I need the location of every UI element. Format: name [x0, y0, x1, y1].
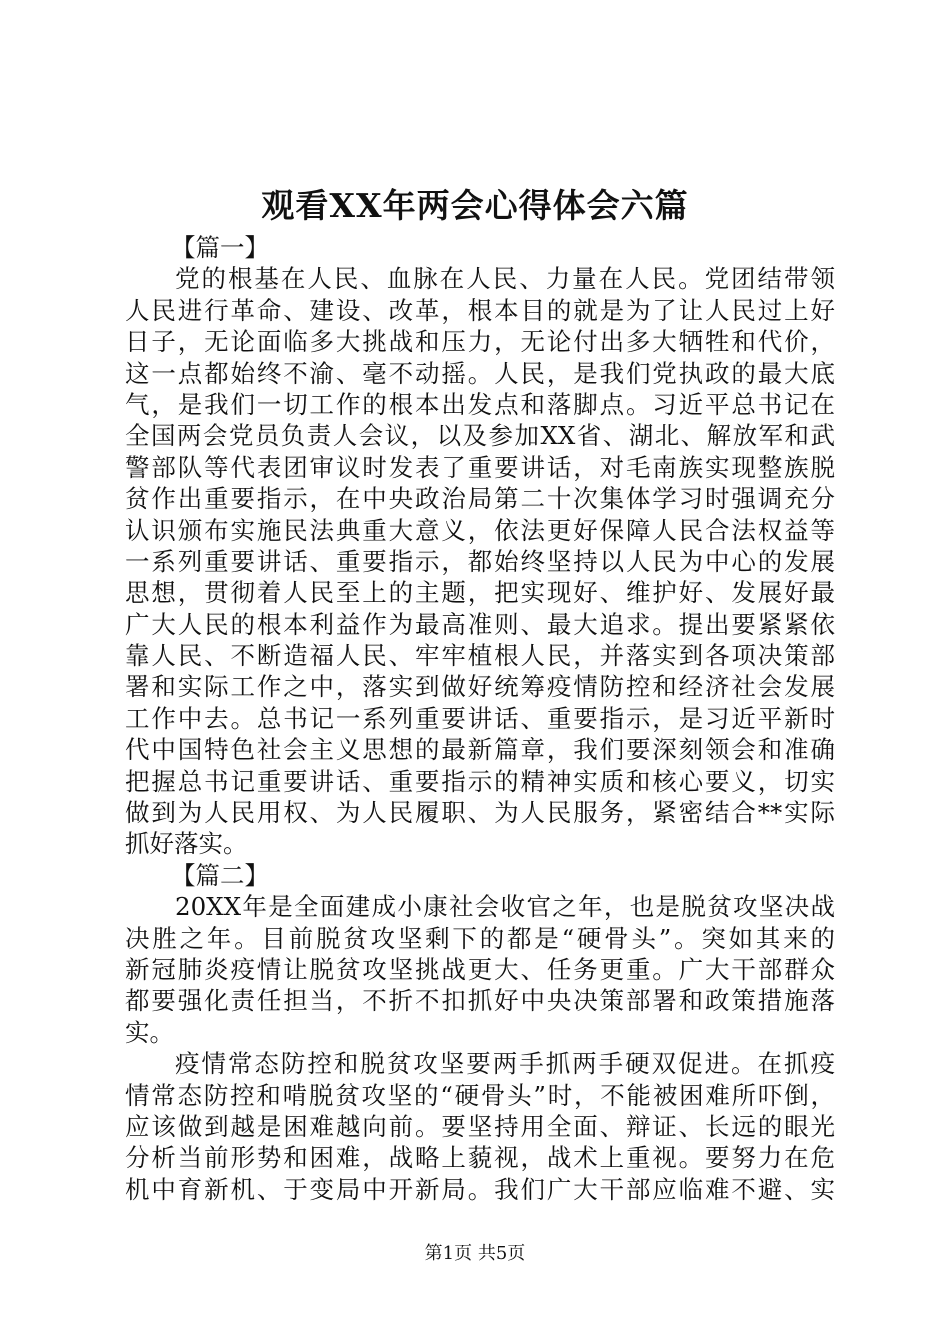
paragraph-line: 认识颁布实施民法典重大意义，依法更好保障人民合法权益等: [125, 515, 835, 545]
paragraph-line: 应该做到越是困难越向前。要坚持用全面、辩证、长远的眼光: [125, 1111, 835, 1141]
paragraph-line: 决胜之年。目前脱贫攻坚剩下的都是“硬骨头”。突如其来的: [125, 923, 835, 953]
paragraph-line: 都要强化责任担当，不折不扣抓好中央决策部署和政策措施落: [125, 986, 835, 1016]
paragraph-line: 人民进行革命、建设、改革，根本目的就是为了让人民过上好: [125, 295, 835, 325]
paragraph-line: 广大人民的根本利益作为最高准则、最大追求。提出要紧紧依: [125, 609, 835, 639]
paragraph-line: 机中育新机、于变局中开新局。我们广大干部应临难不避、实: [125, 1174, 835, 1204]
section-heading: 【篇一】: [171, 233, 269, 262]
paragraph-line: 警部队等代表团审议时发表了重要讲话，对毛南族实现整族脱: [125, 452, 835, 482]
paragraph-line: 做到为人民用权、为人民履职、为人民服务，紧密结合**实际: [125, 798, 835, 828]
paragraph-line: 工作中去。总书记一系列重要讲话、重要指示，是习近平新时: [125, 703, 835, 733]
paragraph-line: 新冠肺炎疫情让脱贫攻坚挑战更大、任务更重。广大干部群众: [125, 954, 835, 984]
document-title: 观看XX年两会心得体会六篇: [261, 186, 689, 225]
section-heading: 【篇二】: [171, 860, 269, 890]
paragraph-line: 全国两会党员负责人会议，以及参加XX省、湖北、解放军和武: [125, 421, 835, 451]
paragraph-line: 靠人民、不断造福人民、牢牢植根人民，并落实到各项决策部: [125, 641, 835, 671]
paragraph-line: 气，是我们一切工作的根本出发点和落脚点。习近平总书记在: [125, 389, 835, 419]
paragraph-line: 20XX年是全面建成小康社会收官之年，也是脱贫攻坚决战: [175, 892, 835, 922]
document-body: [125, 232, 835, 1205]
paragraph-line: 实。: [125, 1017, 174, 1047]
paragraph-line: 一系列重要讲话、重要指示，都始终坚持以人民为中心的发展: [125, 546, 835, 576]
paragraph-line: 抓好落实。: [125, 829, 248, 859]
paragraph-line: 疫情常态防控和脱贫攻坚要两手抓两手硬双促进。在抓疫: [175, 1049, 835, 1079]
paragraph-line: 思想，贯彻着人民至上的主题，把实现好、维护好、发展好最: [125, 578, 835, 608]
paragraph-line: 署和实际工作之中，落实到做好统筹疫情防控和经济社会发展: [125, 672, 835, 702]
paragraph-line: 分析当前形势和困难，战略上藐视，战术上重视。要努力在危: [125, 1143, 835, 1173]
paragraph-line: 日子，无论面临多大挑战和压力，无论付出多大牺牲和代价，: [125, 327, 835, 357]
paragraph-line: 把握总书记重要讲话、重要指示的精神实质和核心要义，切实: [125, 766, 835, 796]
page-number-footer: 第1页 共5页: [424, 1243, 526, 1264]
paragraph-line: 情常态防控和啃脱贫攻坚的“硬骨头”时，不能被困难所吓倒，: [125, 1080, 835, 1110]
paragraph-line: 党的根基在人民、血脉在人民、力量在人民。党团结带领: [175, 264, 835, 294]
paragraph-line: 代中国特色社会主义思想的最新篇章，我们要深刻领会和准确: [125, 735, 835, 765]
paragraph-line: 贫作出重要指示，在中央政治局第二十次集体学习时强调充分: [125, 484, 835, 514]
paragraph-line: 这一点都始终不渝、毫不动摇。人民，是我们党执政的最大底: [125, 358, 835, 388]
